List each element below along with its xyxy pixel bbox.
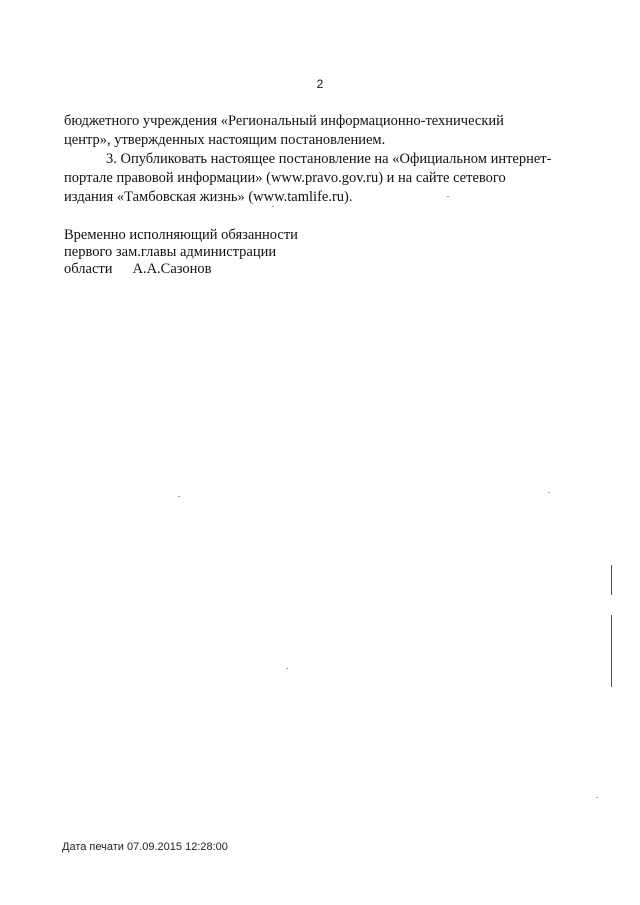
paragraph-line: 3. Опубликовать настоящее постановление на «Официальном интернет-	[106, 151, 552, 167]
scan-speck	[596, 797, 598, 798]
scan-speck	[272, 206, 274, 207]
paragraph-line: издания «Тамбовская жизнь» (www.tamlife.ru).	[64, 189, 353, 205]
paragraph-line: бюджетного учреждения «Региональный информационно-технический	[64, 113, 504, 129]
page-number: 2	[316, 77, 324, 91]
paragraph-2	[64, 150, 580, 207]
scan-artifact-line	[611, 565, 612, 595]
document-body	[64, 112, 580, 207]
signatory-region: области	[64, 261, 113, 277]
paragraph-1	[64, 112, 580, 150]
signatory-position-line-3	[64, 261, 298, 278]
signatory-position-line-2: первого зам.главы администрации	[64, 244, 277, 260]
paragraph-line: портале правовой информации» (www.pravo.gov.ru) и на сайте сетевого	[64, 170, 506, 186]
signatory-position-line-1: Временно исполняющий обязанности	[64, 227, 298, 243]
print-date: Дата печати 07.09.2015 12:28:00	[62, 841, 228, 853]
signatory-name: А.А.Сазонов	[132, 261, 212, 277]
scan-speck	[548, 492, 550, 493]
signature-block	[64, 227, 298, 278]
scan-speck	[178, 496, 180, 497]
scan-speck	[286, 668, 288, 669]
paragraph-line: центр», утвержденных настоящим постановлением.	[64, 132, 386, 148]
scan-artifact-line	[611, 615, 612, 687]
scan-speck	[447, 196, 449, 197]
